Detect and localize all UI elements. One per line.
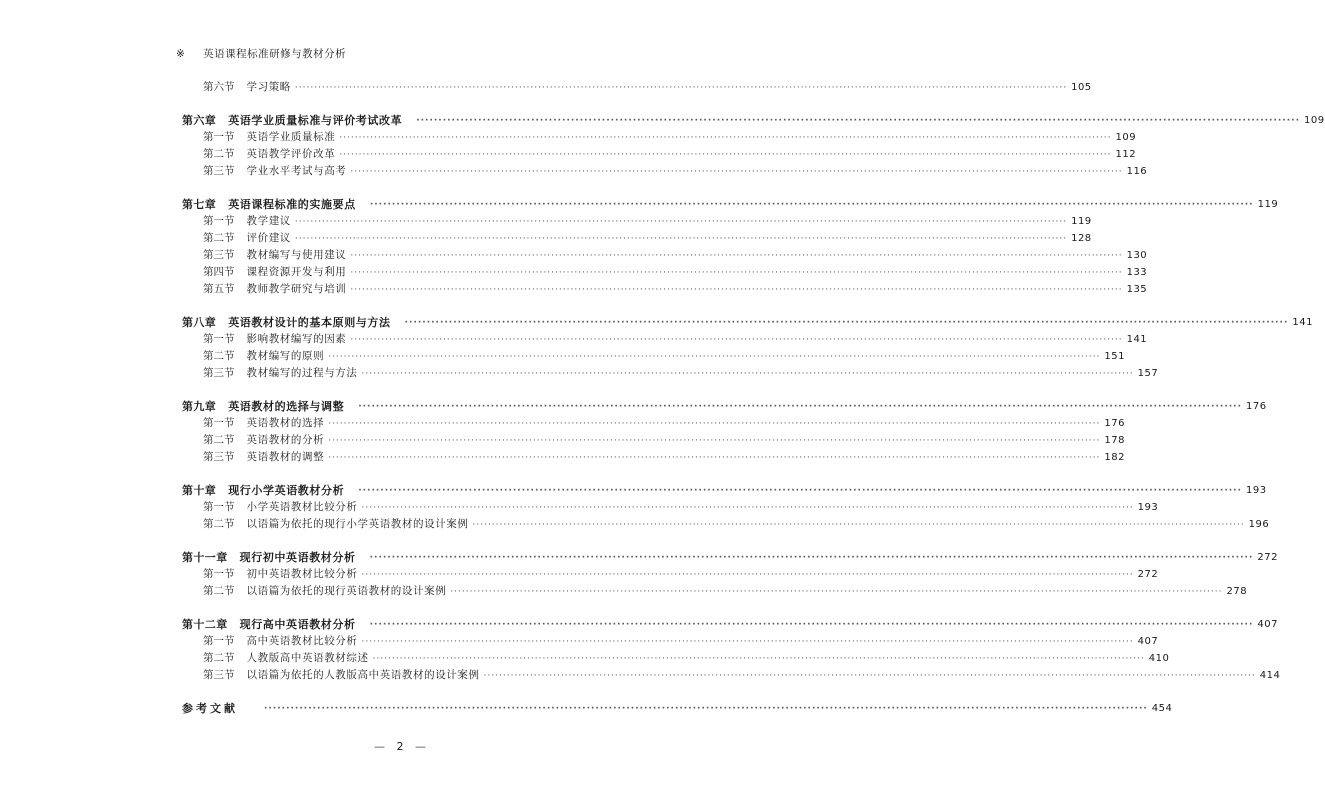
toc-page-number: 130 [1126,250,1148,261]
toc-entry-label [182,549,356,566]
toc-page-number: 196 [1248,519,1270,530]
running-header [176,46,346,61]
toc-leader-dots: ········································································································································································································ [361,637,1134,647]
toc-entry-label [182,112,402,129]
toc-section-entry[interactable] [182,281,1148,298]
toc-leader-dots: ········································································································································································································ [361,503,1134,513]
toc-spacer [182,382,620,398]
toc-entry-number: 第七章 [182,198,217,211]
toc-spacer [182,466,620,482]
toc-section-entry[interactable] [182,432,1125,449]
toc-entry-title: 评价建议 [246,232,291,244]
toc-page-number: 176 [1104,418,1125,429]
toc-entry-number: 第一节 [203,635,235,647]
toc-entry-label [203,264,346,281]
toc-section-entry[interactable] [182,129,1137,146]
toc-entry-title: 教材编写的过程与方法 [246,367,358,379]
toc-entry-title: 英语学业质量标准与评价考试改革 [228,114,403,127]
toc-entry-number: 第二节 [203,232,235,244]
toc-entry-label [182,700,250,717]
toc-entry-label [203,163,346,180]
toc-entry-title: 以语篇为依托的现行小学英语教材的设计案例 [246,518,469,530]
toc-entry-label [203,633,358,650]
toc-entry-number: 第六节 [203,81,235,93]
toc-section-entry[interactable] [182,566,1159,583]
toc-page-number: 414 [1259,670,1281,681]
toc-entry-label [203,499,358,516]
toc-page-number: 157 [1137,368,1159,379]
toc-section-entry[interactable] [182,331,1148,348]
toc-spacer [182,600,620,616]
toc-spacer [182,533,620,549]
toc-page-number: 133 [1126,267,1148,278]
toc-page-number: 135 [1126,284,1148,295]
toc-entry-title: 教师教学研究与培训 [246,283,347,295]
toc-leader-dots: ········································································································································································································ [404,318,1289,328]
toc-entry-title: 学习策略 [246,81,291,93]
toc-page-number: 176 [1246,401,1267,412]
toc-page-number: 105 [1071,82,1092,93]
toc-entry-label [203,566,358,583]
toc-leader-dots: ········································································································································································································ [328,419,1101,429]
toc-entry-title: 学业水平考试与高考 [246,165,347,177]
toc-page-number: 182 [1104,452,1125,463]
toc-entry-label [182,196,356,213]
toc-entry-title: 课程资源开发与利用 [246,266,347,278]
toc-section-entry[interactable] [182,415,1125,432]
toc-section-entry[interactable] [182,230,1092,247]
page-footer [0,740,800,753]
toc-section-entry[interactable] [182,499,1159,516]
toc-section-entry[interactable] [182,633,1159,650]
toc-entry-label [182,482,344,499]
toc-entry-number: 第三节 [203,249,235,261]
toc-chapter-entry[interactable] [182,196,1279,213]
toc-entry-title: 小学英语教材比较分析 [246,501,358,513]
toc-entry-label [182,398,344,415]
toc-leader-dots: ········································································································································································································ [328,453,1101,463]
toc-entry-number: 第九章 [182,400,217,413]
toc-entry-number: 第二节 [203,148,235,160]
toc-chapter-entry[interactable] [182,616,1278,633]
toc-page-number: 141 [1292,317,1313,328]
toc-chapter-entry[interactable] [182,398,1267,415]
toc-entry-label [203,348,324,365]
toc-entry-title: 英语教学评价改革 [246,148,336,160]
toc-entry-label [182,616,356,633]
toc-entry-title: 教材编写的原则 [246,350,325,362]
toc-leader-dots: ········································································································································································································ [358,486,1242,496]
toc-leader-dots: ········································································································································································································ [369,620,1254,630]
toc-entry-title: 以语篇为依托的人教版高中英语教材的设计案例 [246,669,480,681]
toc-leader-dots: ········································································································································································································ [369,553,1254,563]
header-mark: ※ [176,48,186,60]
toc-page-number: 272 [1257,552,1278,563]
toc-leader-dots: ········································································································································································································ [328,436,1101,446]
toc-entry-label [203,331,346,348]
toc-entry-title: 影响教材编写的因素 [246,333,347,345]
toc-entry-label [203,516,469,533]
toc-section-entry[interactable] [182,583,1248,600]
toc-entry-number: 第三节 [203,669,235,681]
toc-entry-label [203,213,291,230]
toc-spacer [182,96,620,112]
toc-entry-number: 第三节 [203,451,235,463]
toc-chapter-entry[interactable] [182,549,1278,566]
toc-entry-label [203,247,346,264]
toc-entry-title: 英语教材设计的基本原则与方法 [228,316,391,329]
toc-entry-title: 人教版高中英语教材综述 [246,652,369,664]
toc-leader-dots: ········································································································································································································ [350,167,1123,177]
toc-leader-dots: ········································································································································································································ [361,570,1134,580]
toc-entry-label [203,281,346,298]
toc-spacer [182,298,620,314]
toc-entry-title: 以语篇为依托的现行英语教材的设计案例 [246,585,447,597]
toc-page-number: 272 [1137,569,1159,580]
toc-leader-dots: ········································································································································································································ [350,251,1123,261]
toc-entry-number: 第十章 [182,484,217,497]
toc-entry-number: 第一节 [203,501,235,513]
toc-entry-label [203,415,324,432]
toc-leader-dots: ········································································································································································································ [361,369,1134,379]
toc-entry-title: 英语学业质量标准 [246,131,336,143]
toc-entry-title: 初中英语教材比较分析 [246,568,358,580]
toc-entry-number: 第五节 [203,283,235,295]
toc-spacer [182,180,620,196]
toc-entry-label [182,314,391,331]
toc-page-number: 193 [1137,502,1159,513]
toc-leader-dots: ········································································································································································································ [328,352,1101,362]
toc-page-number: 410 [1148,653,1170,664]
toc-leader-dots: ········································································································································································································ [372,654,1145,664]
toc-entry-label [203,449,324,466]
toc-entry-number: 第四节 [203,266,235,278]
toc-chapter-entry[interactable] [182,482,1267,499]
toc-entry-number: 第六章 [182,114,217,127]
toc-page-number: 407 [1137,636,1159,647]
toc-page-number: 116 [1126,166,1148,177]
toc-page-number: 109 [1115,132,1137,143]
toc-entry-number: 第三节 [203,165,235,177]
toc-section-entry[interactable] [182,213,1092,230]
toc-leader-dots: ········································································································································································································ [483,671,1256,681]
toc-section-entry[interactable] [182,449,1125,466]
toc-section-entry[interactable] [182,146,1137,163]
toc-entry-number: 第十一章 [182,551,228,564]
toc-section-entry[interactable] [182,163,1148,180]
toc-entry-number: 第二节 [203,434,235,446]
toc-entry-number: 第一节 [203,215,235,227]
toc-entry-title: 教学建议 [246,215,291,227]
toc-entry-label [203,365,358,382]
toc-entry-title: 英语教材的选择 [246,417,325,429]
toc-leader-dots: ········································································································································································································ [416,116,1300,126]
toc-chapter-entry[interactable] [182,112,1325,129]
toc-page-number: 119 [1257,199,1279,210]
toc-entry-title: 教材编写与使用建议 [246,249,347,261]
toc-entry-number: 第三节 [203,367,235,379]
toc-entry-number: 第二节 [203,518,235,530]
toc-entry-label [203,129,335,146]
toc-chapter-entry[interactable] [182,700,1173,717]
toc-page-number: 193 [1246,485,1267,496]
toc-page-number: 178 [1104,435,1125,446]
toc-entry-number: 第二节 [203,350,235,362]
toc-entry-title: 高中英语教材比较分析 [246,635,358,647]
toc-entry-number: 第十二章 [182,618,228,631]
toc-page-number: 109 [1304,115,1325,126]
toc-section-entry[interactable] [182,264,1148,281]
toc-entry-title: 英语教材的选择与调整 [228,400,345,413]
toc-page-number: 128 [1071,233,1092,244]
toc-section-entry[interactable] [182,247,1148,264]
toc-entry-title: 英语教材的调整 [246,451,325,463]
toc-leader-dots: ········································································································································································································ [339,150,1112,160]
toc-leader-dots: ········································································································································································································ [350,285,1123,295]
toc-leader-dots: ········································································································································································································ [358,402,1242,412]
toc-chapter-entry[interactable] [182,314,1313,331]
toc-entry-label [203,650,369,667]
footer-dash-left: — [374,740,385,753]
toc-entry-label [203,230,291,247]
toc-page-number: 278 [1226,586,1248,597]
toc-section-entry[interactable] [182,79,1092,96]
toc-entry-label [203,583,446,600]
toc-entry-number: 第二节 [203,652,235,664]
toc-spacer [182,684,620,700]
toc-page-number: 112 [1115,149,1137,160]
toc-page-number: 119 [1071,216,1092,227]
toc-entry-label [203,667,480,684]
toc-entry-label [203,432,324,449]
toc-leader-dots: ········································································································································································································ [294,217,1068,227]
toc-section-entry[interactable] [182,516,1270,533]
toc-entry-number: 参考文献 [182,702,238,715]
toc-entry-number: 第一节 [203,131,235,143]
table-of-contents [182,79,1325,717]
toc-page-number: 141 [1126,334,1148,345]
toc-leader-dots: ········································································································································································································ [350,268,1123,278]
toc-entry-label [203,146,335,163]
toc-leader-dots: ········································································································································································································ [350,335,1123,345]
toc-entry-number: 第一节 [203,568,235,580]
toc-leader-dots: ········································································································································································································ [369,200,1254,210]
toc-section-entry[interactable] [182,667,1281,684]
page-number: 2 [396,740,404,753]
toc-leader-dots: ········································································································································································································ [450,587,1223,597]
toc-page-number: 454 [1151,703,1173,714]
toc-entry-number: 第一节 [203,417,235,429]
toc-page-number: 407 [1257,619,1278,630]
toc-leader-dots: ········································································································································································································ [472,520,1245,530]
toc-entry-number: 第一节 [203,333,235,345]
toc-leader-dots: ········································································································································································································ [264,704,1148,714]
toc-leader-dots: ········································································································································································································ [294,83,1068,93]
toc-entry-title: 现行高中英语教材分析 [239,618,356,631]
toc-leader-dots: ········································································································································································································ [294,234,1068,244]
toc-entry-title: 现行小学英语教材分析 [228,484,345,497]
header-title: 英语课程标准研修与教材分析 [203,48,347,60]
toc-entry-title: 英语课程标准的实施要点 [228,198,356,211]
toc-entry-title: 现行初中英语教材分析 [239,551,356,564]
toc-section-entry[interactable] [182,365,1159,382]
toc-entry-title: 英语教材的分析 [246,434,325,446]
toc-section-entry[interactable] [182,650,1170,667]
toc-entry-number: 第二节 [203,585,235,597]
toc-section-entry[interactable] [182,348,1125,365]
toc-leader-dots: ········································································································································································································ [339,133,1112,143]
toc-entry-number: 第八章 [182,316,217,329]
footer-dash-right: — [415,740,426,753]
toc-entry-label [203,79,291,96]
toc-page-number: 151 [1104,351,1125,362]
